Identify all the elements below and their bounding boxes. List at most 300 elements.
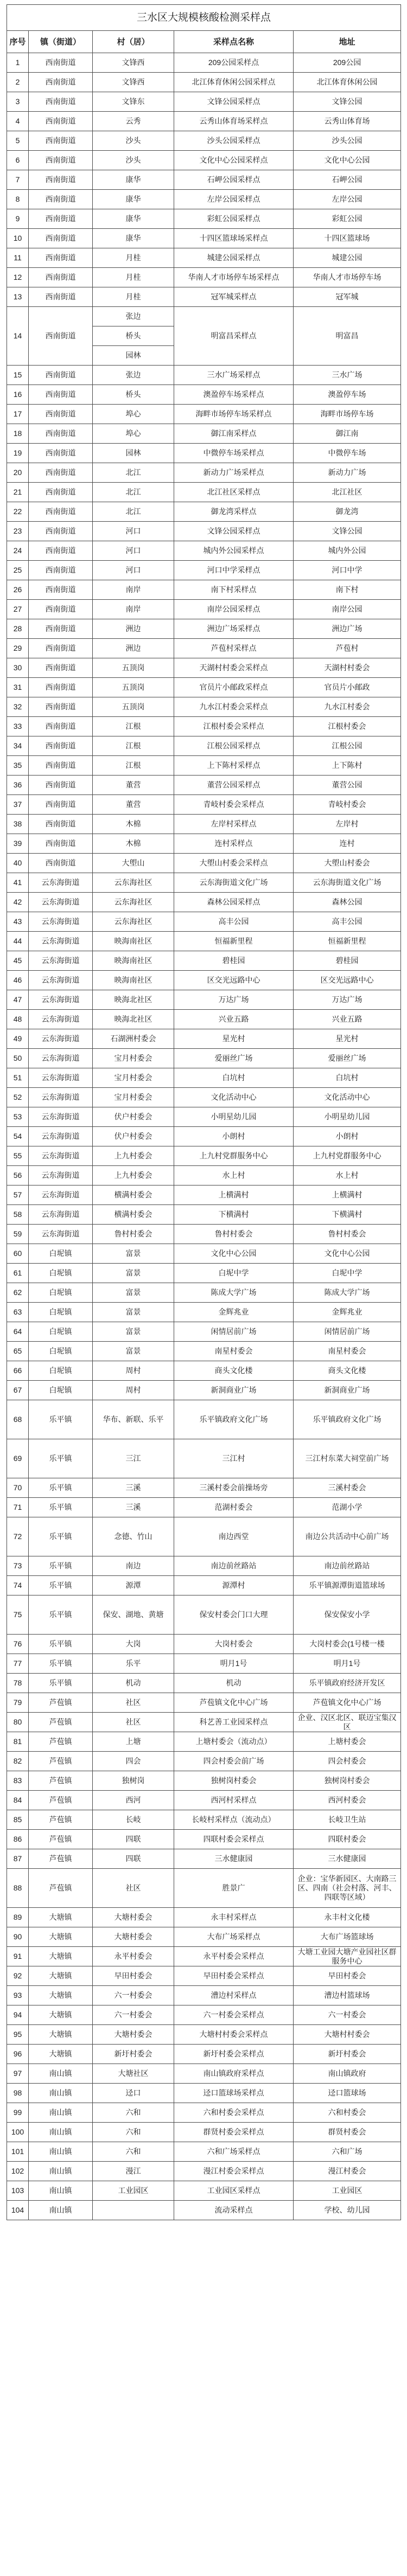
row-village: 上九村委会: [93, 1146, 174, 1166]
row-site: 西河村采样点: [174, 1791, 294, 1810]
row-site: 御江南采样点: [174, 424, 294, 444]
row-village: 映海南社区: [93, 971, 174, 990]
row-number: 52: [7, 1088, 29, 1107]
table-row: [7, 1869, 401, 1908]
header-no: 序号: [7, 31, 29, 53]
row-town: 西南街道: [29, 131, 93, 151]
row-site: 森林公园采样点: [174, 893, 294, 912]
row-site: 南边西堂: [174, 1517, 294, 1556]
row-village: 沙头: [93, 131, 174, 151]
row-town: 南山镇: [29, 2201, 93, 2220]
table-row: [7, 1068, 401, 1088]
row-town: 西南街道: [29, 658, 93, 678]
row-address: 学校、幼儿园: [294, 2201, 401, 2220]
row-village: 月桂: [93, 287, 174, 307]
row-village: 新圩村委会: [93, 2045, 174, 2064]
row-address: 江根村委会: [294, 717, 401, 736]
row-town: 西南街道: [29, 600, 93, 619]
table-row: [7, 248, 401, 268]
row-site: 左岸村采样点: [174, 815, 294, 834]
row-number: 40: [7, 854, 29, 873]
row-site: 三水广场采样点: [174, 366, 294, 385]
table-row: [7, 1127, 401, 1146]
table-row: [7, 815, 401, 834]
row-number: 38: [7, 815, 29, 834]
table-row: [7, 405, 401, 424]
row-address: 六和广场: [294, 2142, 401, 2162]
row-town: 南山镇: [29, 2103, 93, 2123]
row-town: 乐平镇: [29, 1439, 93, 1478]
row-town: 西南街道: [29, 483, 93, 502]
row-town: 芦苞镇: [29, 1791, 93, 1810]
row-town: 芦苞镇: [29, 1752, 93, 1771]
row-site: 江根公园采样点: [174, 736, 294, 756]
row-address: 芦苞镇文化中心广场: [294, 1693, 401, 1713]
row-town: 乐平镇: [29, 1517, 93, 1556]
row-site: 三水健康园: [174, 1849, 294, 1869]
row-town: 乐平镇: [29, 1595, 93, 1635]
row-address: 文锋公园: [294, 522, 401, 541]
row-number: 67: [7, 1381, 29, 1400]
row-village: 社区: [93, 1693, 174, 1713]
table-row: [7, 1830, 401, 1849]
row-number: 62: [7, 1283, 29, 1303]
row-site: 城内外公园采样点: [174, 541, 294, 561]
table-row: [7, 639, 401, 658]
row-number: 74: [7, 1576, 29, 1595]
row-village: 康华: [93, 229, 174, 248]
row-town: 西南街道: [29, 248, 93, 268]
row-town: 西南街道: [29, 366, 93, 385]
row-address: 新圩村委会: [294, 2045, 401, 2064]
row-village: 鲁村村委会: [93, 1225, 174, 1244]
row-site: 文化中心公园: [174, 1244, 294, 1264]
table-row: [7, 1283, 401, 1303]
row-village: 文锋西: [93, 73, 174, 92]
row-village: 三溪: [93, 1498, 174, 1517]
row-number: 78: [7, 1674, 29, 1693]
row-town: 西南街道: [29, 190, 93, 209]
row-site: 上塘村委会（流动点）: [174, 1732, 294, 1752]
row-address: 北江体育休闲公园: [294, 73, 401, 92]
row-number: 17: [7, 405, 29, 424]
row-village: 大塘社区: [93, 2064, 174, 2084]
row-number: 98: [7, 2084, 29, 2103]
row-village: [93, 2201, 174, 2220]
row-village: 洲边: [93, 639, 174, 658]
table-row: [7, 912, 401, 932]
row-town: 西南街道: [29, 795, 93, 815]
row-number: 90: [7, 1927, 29, 1947]
row-town: 西南街道: [29, 92, 93, 112]
row-village: 河口: [93, 561, 174, 580]
row-site: 新圩村委会采样点: [174, 2045, 294, 2064]
row-site: 明富昌采样点: [174, 307, 294, 366]
row-site: 下横满村: [174, 1205, 294, 1225]
row-village: 大塘村委会: [93, 1927, 174, 1947]
row-site: 城建公园采样点: [174, 248, 294, 268]
row-site: 上下陈村采样点: [174, 756, 294, 776]
row-address: 上九村党群服务中心: [294, 1146, 401, 1166]
row-village: 横满村委会: [93, 1186, 174, 1205]
row-town: 云东海街道: [29, 1146, 93, 1166]
row-town: 西南街道: [29, 580, 93, 600]
row-address: 沙头公园: [294, 131, 401, 151]
row-number: 95: [7, 2025, 29, 2045]
row-number: 13: [7, 287, 29, 307]
row-village: 月桂: [93, 268, 174, 287]
row-site: 保安村委会门口大理: [174, 1595, 294, 1635]
row-village: 富景: [93, 1283, 174, 1303]
row-village: 北江: [93, 483, 174, 502]
row-number: 43: [7, 912, 29, 932]
row-address: 恒福新里程: [294, 932, 401, 951]
row-number: 19: [7, 444, 29, 463]
row-town: 西南街道: [29, 776, 93, 795]
row-number: 92: [7, 1966, 29, 1986]
row-village: 埠心: [93, 424, 174, 444]
row-site: 彩虹公园采样点: [174, 209, 294, 229]
row-address: 南边公共活动中心前广场: [294, 1517, 401, 1556]
row-address: 左岸公园: [294, 190, 401, 209]
row-village: 映海北社区: [93, 990, 174, 1010]
table-row: [7, 2162, 401, 2181]
row-site: 长岐村采样点（流动点）: [174, 1810, 294, 1830]
row-number: 84: [7, 1791, 29, 1810]
row-site: 高丰公园: [174, 912, 294, 932]
row-town: 乐平镇: [29, 1674, 93, 1693]
row-address: 华南人才市场停车场: [294, 268, 401, 287]
row-village: 康华: [93, 209, 174, 229]
table-row: [7, 1595, 401, 1635]
row-site: 上横满村: [174, 1186, 294, 1205]
row-number: 42: [7, 893, 29, 912]
row-village: 南岸: [93, 600, 174, 619]
row-address: 洲边广场: [294, 619, 401, 639]
row-address: 星光村: [294, 1029, 401, 1049]
row-site: 大布广场采样点: [174, 1927, 294, 1947]
row-site: 董营公园采样点: [174, 776, 294, 795]
row-number: 6: [7, 151, 29, 170]
row-address: 六和村委会: [294, 2103, 401, 2123]
row-village: 伏户村委会: [93, 1127, 174, 1146]
row-number: 60: [7, 1244, 29, 1264]
row-town: 白坭镇: [29, 1322, 93, 1342]
row-address: 小明星幼儿园: [294, 1107, 401, 1127]
row-site: 兴业五路: [174, 1010, 294, 1029]
sampling-sites-table: [7, 4, 401, 2220]
row-site: 海畔市场停车场采样点: [174, 405, 294, 424]
row-address: 白坭中学: [294, 1264, 401, 1283]
row-site: 御龙湾采样点: [174, 502, 294, 522]
table-row: [7, 561, 401, 580]
row-town: 云东海街道: [29, 1049, 93, 1068]
row-village: 康华: [93, 190, 174, 209]
row-number: 35: [7, 756, 29, 776]
row-address: 文化活动中心: [294, 1088, 401, 1107]
row-address: 南下村: [294, 580, 401, 600]
table-row: [7, 151, 401, 170]
table-row: [7, 951, 401, 971]
row-number: 46: [7, 971, 29, 990]
row-town: 南山镇: [29, 2084, 93, 2103]
row-town: 西南街道: [29, 463, 93, 483]
row-site: 独树岗村委会: [174, 1771, 294, 1791]
row-village: 南岸: [93, 580, 174, 600]
row-village: 早田村委会: [93, 1966, 174, 1986]
row-address: 左岸村: [294, 815, 401, 834]
row-number: 33: [7, 717, 29, 736]
row-town: 云东海街道: [29, 1186, 93, 1205]
row-address: 云秀山体育场: [294, 112, 401, 131]
row-address: 天湖村村委会: [294, 658, 401, 678]
row-village: 河口: [93, 541, 174, 561]
row-address: 爱丽丝广场: [294, 1049, 401, 1068]
row-number: 71: [7, 1498, 29, 1517]
row-address: 十四区篮球场: [294, 229, 401, 248]
table-row: [7, 1927, 401, 1947]
row-address: 城内外公园: [294, 541, 401, 561]
table-row: [7, 1146, 401, 1166]
table-row: [7, 1713, 401, 1732]
table-row: [7, 366, 401, 385]
row-village: 云东海社区: [93, 912, 174, 932]
row-village: 乐平: [93, 1654, 174, 1674]
row-town: 南山镇: [29, 2123, 93, 2142]
row-site: 澳盈停车场采样点: [174, 385, 294, 405]
row-address: 大塱山村委会: [294, 854, 401, 873]
row-number: 5: [7, 131, 29, 151]
row-address: 文锋公园: [294, 92, 401, 112]
row-site: 四会村委会前广场: [174, 1752, 294, 1771]
row-village: 六一村委会: [93, 2005, 174, 2025]
row-address: 鲁村村委会: [294, 1225, 401, 1244]
row-address: 六一村委会: [294, 2005, 401, 2025]
row-town: 白坭镇: [29, 1244, 93, 1264]
row-site: 群贤村委会采样点: [174, 2123, 294, 2142]
table-row: [7, 2123, 401, 2142]
row-address: 新洞商业广场: [294, 1381, 401, 1400]
row-town: 西南街道: [29, 522, 93, 541]
row-village: 园林: [93, 444, 174, 463]
table-row: [7, 522, 401, 541]
row-town: 西南街道: [29, 444, 93, 463]
row-village: 五顶岗: [93, 697, 174, 717]
row-village: 富景: [93, 1322, 174, 1342]
row-number: 26: [7, 580, 29, 600]
row-village: 宝月村委会: [93, 1049, 174, 1068]
table-row: [7, 1849, 401, 1869]
row-site: 流动采样点: [174, 2201, 294, 2220]
row-village: 大塘村委会: [93, 1908, 174, 1927]
table-row: [7, 209, 401, 229]
row-number: 65: [7, 1342, 29, 1361]
row-village: 江根: [93, 756, 174, 776]
row-village: 木棉: [93, 815, 174, 834]
row-number: 100: [7, 2123, 29, 2142]
row-town: 西南街道: [29, 815, 93, 834]
row-village: 张边: [93, 307, 174, 326]
table-row: [7, 1049, 401, 1068]
table-row: [7, 873, 401, 893]
row-site: 北江体育休闲公园采样点: [174, 73, 294, 92]
row-number: 7: [7, 170, 29, 190]
row-number: 73: [7, 1556, 29, 1576]
table-row: [7, 53, 401, 73]
row-village: 桥头: [93, 326, 174, 346]
row-address: 九水江村委会: [294, 697, 401, 717]
row-site: 大塘村村委会采样点: [174, 2025, 294, 2045]
row-town: 白坭镇: [29, 1283, 93, 1303]
row-town: 乐平镇: [29, 1576, 93, 1595]
row-site: 中微停车场采样点: [174, 444, 294, 463]
row-address: 迳口篮球场: [294, 2084, 401, 2103]
row-number: 39: [7, 834, 29, 854]
row-site: 六一村委会采样点: [174, 2005, 294, 2025]
table-row: [7, 1693, 401, 1713]
table-row: [7, 1635, 401, 1654]
table-row: [7, 1381, 401, 1400]
row-village: 六一村委会: [93, 1986, 174, 2005]
row-town: 云东海街道: [29, 990, 93, 1010]
row-village: 三江: [93, 1439, 174, 1478]
row-village: 云东海社区: [93, 873, 174, 893]
table-row: [7, 268, 401, 287]
row-number: 83: [7, 1771, 29, 1791]
row-number: 4: [7, 112, 29, 131]
row-town: 西南街道: [29, 385, 93, 405]
row-number: 21: [7, 483, 29, 502]
row-address: 白坑村: [294, 1068, 401, 1088]
row-number: 11: [7, 248, 29, 268]
row-site: 闲情居前广场: [174, 1322, 294, 1342]
table-row: [7, 424, 401, 444]
table-row: [7, 502, 401, 522]
row-town: 云东海街道: [29, 1127, 93, 1146]
row-address: 企业、汉区北区、联迈宝集汉区: [294, 1713, 401, 1732]
row-village: 长岐: [93, 1810, 174, 1830]
row-town: 云东海街道: [29, 1088, 93, 1107]
row-site: 十四区篮球场采样点: [174, 229, 294, 248]
row-address: 兴业五路: [294, 1010, 401, 1029]
row-number: 36: [7, 776, 29, 795]
row-village: 宝月村委会: [93, 1088, 174, 1107]
row-address: 乐平镇源潭街道篮球场: [294, 1576, 401, 1595]
row-village: 迳口: [93, 2084, 174, 2103]
table-row: [7, 717, 401, 736]
row-address: 三溪村委会: [294, 1478, 401, 1498]
row-number: 63: [7, 1303, 29, 1322]
row-number: 47: [7, 990, 29, 1010]
row-number: 15: [7, 366, 29, 385]
row-village: 云东海社区: [93, 893, 174, 912]
row-village: 北江: [93, 463, 174, 483]
table-row: [7, 2045, 401, 2064]
row-address: 新动力广场: [294, 463, 401, 483]
row-number: 34: [7, 736, 29, 756]
row-number: 2: [7, 73, 29, 92]
row-town: 芦苞镇: [29, 1771, 93, 1791]
row-address: 群贤村委会: [294, 2123, 401, 2142]
row-site: 六和广场采样点: [174, 2142, 294, 2162]
table-row: [7, 1654, 401, 1674]
row-number: 53: [7, 1107, 29, 1127]
row-site: 工业园区采样点: [174, 2181, 294, 2201]
table-row: [7, 1908, 401, 1927]
row-village: 机动: [93, 1674, 174, 1693]
row-site: 云东海街道文化广场: [174, 873, 294, 893]
row-address: 海畔市场停车场: [294, 405, 401, 424]
row-address: 工业园区: [294, 2181, 401, 2201]
row-address: 官员片小邮政: [294, 678, 401, 697]
row-address: 御江南: [294, 424, 401, 444]
row-number: 37: [7, 795, 29, 815]
row-town: 云东海街道: [29, 1225, 93, 1244]
row-number: 66: [7, 1361, 29, 1381]
row-number: 85: [7, 1810, 29, 1830]
row-town: 乐平镇: [29, 1635, 93, 1654]
table-row: [7, 112, 401, 131]
row-village: 富景: [93, 1303, 174, 1322]
row-village: 映海南社区: [93, 951, 174, 971]
row-number: 14: [7, 307, 29, 366]
row-site: 白坭中学: [174, 1264, 294, 1283]
row-site: 万达广场: [174, 990, 294, 1010]
row-address: 河口中学: [294, 561, 401, 580]
row-site: 文化中心公园采样点: [174, 151, 294, 170]
row-number: 103: [7, 2181, 29, 2201]
row-town: 芦苞镇: [29, 1830, 93, 1849]
table-row: [7, 834, 401, 854]
row-site: 北江社区采样点: [174, 483, 294, 502]
row-site: 南下村采样点: [174, 580, 294, 600]
row-town: 云东海街道: [29, 1205, 93, 1225]
header-address: 地址: [294, 31, 401, 53]
row-site: 金辉兆业: [174, 1303, 294, 1322]
row-number: 28: [7, 619, 29, 639]
row-number: 56: [7, 1166, 29, 1186]
row-number: 20: [7, 463, 29, 483]
table-row: [7, 2201, 401, 2220]
row-site: 新动力广场采样点: [174, 463, 294, 483]
row-site: 南岸公园采样点: [174, 600, 294, 619]
row-town: 南山镇: [29, 2142, 93, 2162]
table-row: [7, 678, 401, 697]
row-village: 社区: [93, 1869, 174, 1908]
row-number: 1: [7, 53, 29, 73]
row-town: 白坭镇: [29, 1361, 93, 1381]
row-address: 明月1号: [294, 1654, 401, 1674]
row-village: 董营: [93, 795, 174, 815]
row-town: 西南街道: [29, 717, 93, 736]
row-village: 沙头: [93, 151, 174, 170]
table-row: [7, 92, 401, 112]
row-village: 董营: [93, 776, 174, 795]
row-number: 82: [7, 1752, 29, 1771]
row-number: 88: [7, 1869, 29, 1908]
table-row: [7, 1303, 401, 1322]
row-town: 乐平镇: [29, 1654, 93, 1674]
row-site: 永平村委会采样点: [174, 1947, 294, 1966]
row-number: 58: [7, 1205, 29, 1225]
row-village: 河口: [93, 522, 174, 541]
row-site: 水上村: [174, 1166, 294, 1186]
row-site: 白坑村: [174, 1068, 294, 1088]
row-village: 文锋西: [93, 53, 174, 73]
row-village: 张边: [93, 366, 174, 385]
row-town: 芦苞镇: [29, 1693, 93, 1713]
row-site: 南星村委会: [174, 1342, 294, 1361]
